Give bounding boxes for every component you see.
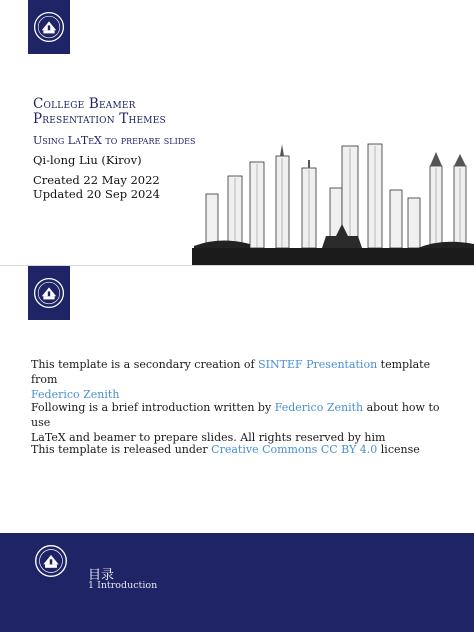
- paragraph-license: [31, 442, 451, 457]
- about-slide: [0, 266, 474, 532]
- link-sintef-presentation[interactable]: SINTEF Presentation: [258, 358, 378, 371]
- presentation-subtitle: Using LaTeX to prepare slides: [33, 134, 196, 147]
- university-logo: [28, 0, 70, 54]
- university-seal-icon: [33, 11, 65, 43]
- paragraph-intro: [31, 400, 451, 445]
- university-logo: [28, 266, 70, 320]
- created-date: Created 22 May 2022: [33, 173, 160, 187]
- text: license: [377, 443, 420, 456]
- paragraph-origin: [31, 357, 451, 402]
- link-federico-zenith[interactable]: Federico Zenith: [31, 388, 120, 401]
- presentation-title-line2: Presentation Themes: [33, 111, 166, 127]
- text: This template is a secondary creation of: [31, 358, 259, 371]
- author: Qi-long Liu (Kirov): [33, 153, 142, 167]
- text: This template is released under: [31, 443, 212, 456]
- link-cc-by-license[interactable]: Creative Commons CC BY 4.0: [211, 443, 378, 456]
- updated-date: Updated 20 Sep 2024: [33, 187, 160, 201]
- toc-item-introduction[interactable]: 1 Introduction: [88, 580, 158, 591]
- city-skyline-illustration: [192, 140, 474, 265]
- link-federico-zenith-2[interactable]: Federico Zenith: [274, 401, 364, 414]
- text: about how to use: [31, 401, 440, 429]
- toc-slide: [0, 533, 474, 632]
- text: LaTeX and beamer to prepare slides. All rights reserved by him: [31, 431, 386, 444]
- toc-title: 目录: [88, 568, 115, 583]
- text: template from: [31, 358, 431, 386]
- title-slide: [0, 0, 474, 265]
- university-seal-icon: [34, 544, 68, 578]
- university-seal-icon: [33, 277, 65, 309]
- text: Following is a brief introduction written by: [31, 401, 275, 414]
- presentation-title-line1: College Beamer: [33, 96, 136, 112]
